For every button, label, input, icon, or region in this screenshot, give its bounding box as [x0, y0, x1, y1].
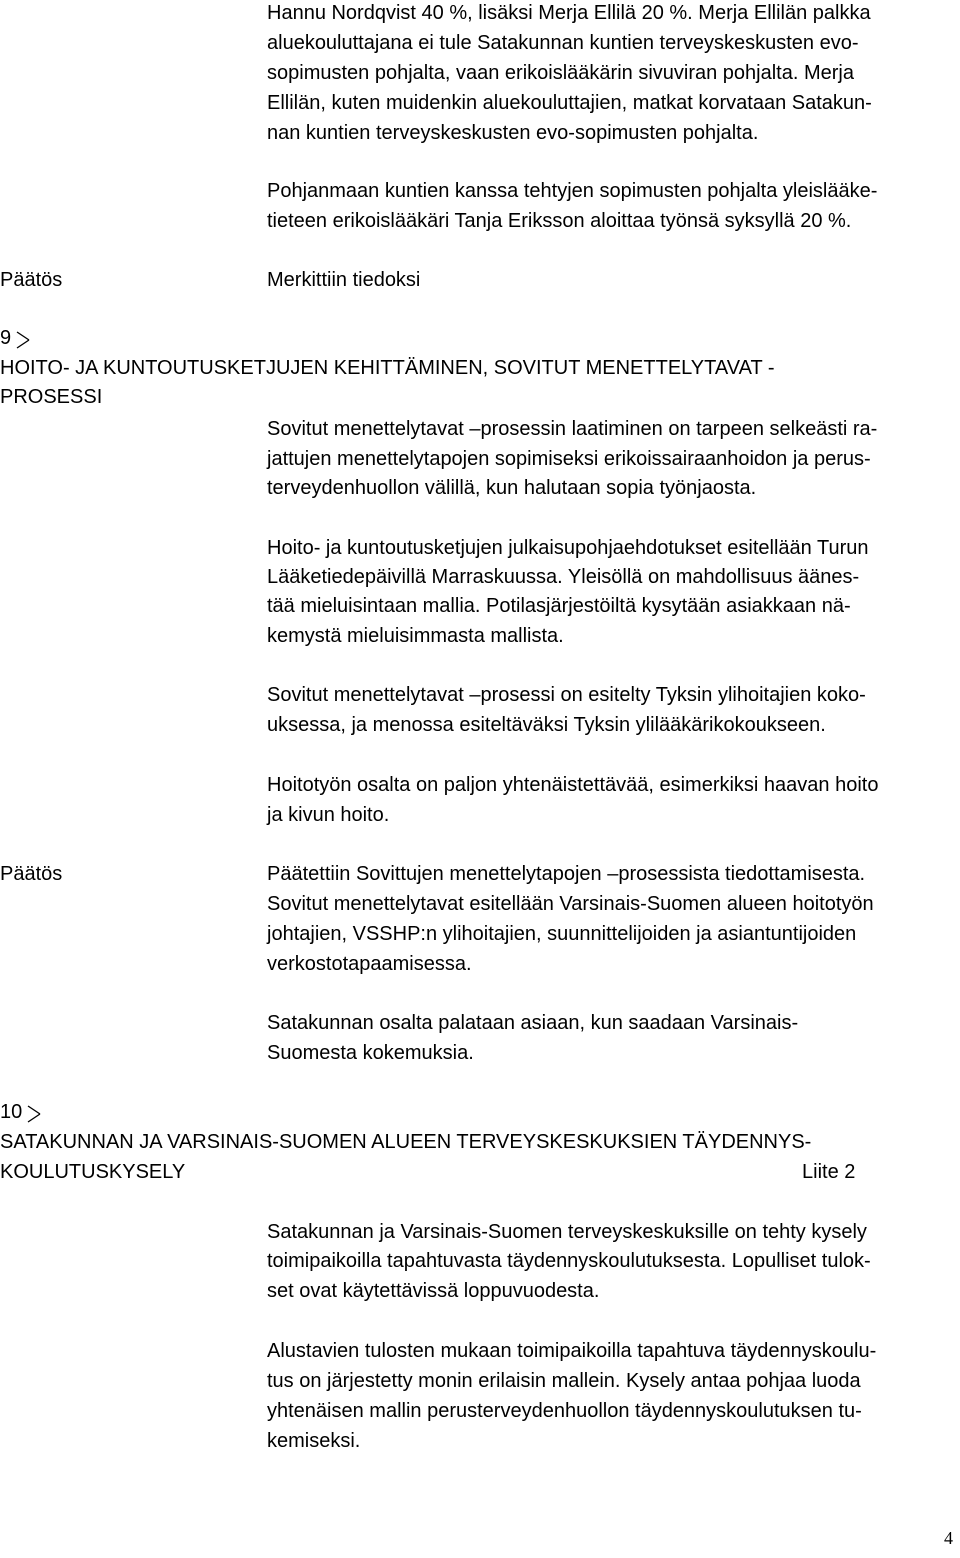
decision-label: Päätös	[0, 269, 63, 291]
s9-decision-label: Päätös	[0, 863, 63, 885]
s9-p1-line-1: Sovitut menettelytavat –prosessin laatiminen on tarpeen selkeästi ra-	[267, 418, 878, 440]
s9-p2-line-3: tää mieluisintaan mallia. Potilasjärjestöiltä kysytään asiakkaan nä-	[267, 595, 851, 617]
intro-p2-line-2: tieteen erikoislääkäri Tanja Eriksson aloittaa työnsä syksyllä 20 %.	[267, 210, 852, 232]
s9-p4-line-2: ja kivun hoito.	[267, 804, 390, 826]
section-10-number	[0, 1097, 42, 1127]
page-number: 4	[944, 1528, 953, 1548]
s9-decision-line-1: Päätettiin Sovittujen menettelytapojen –prosessista tiedottamisesta.	[267, 863, 866, 885]
s9-p1-line-2: jattujen menettelytapojen sopimiseksi erikoissairaanhoidon ja perus-	[267, 448, 871, 470]
s9-decision-line-2: Sovitut menettelytavat esitellään Varsinais-Suomen alueen hoitotyön	[267, 893, 874, 915]
section-9-title-line-1: HOITO- JA KUNTOUTUSKETJUJEN KEHITTÄMINEN, SOVITUT MENETTELYTAVAT -	[0, 357, 775, 379]
s10-p1-line-2: toimipaikoilla tapahtuvasta täydennyskoulutuksesta. Lopulliset tulok-	[267, 1250, 871, 1272]
s9-decision-line-3: johtajien, VSSHP:n ylihoitajien, suunnittelijoiden ja asiantuntijoiden	[267, 923, 857, 945]
section-10-title-line-2: KOULUTUSKYSELY	[0, 1161, 186, 1183]
s10-p2-line-3: yhtenäisen mallin perusterveydenhuollon täydennyskoulutuksen tu-	[267, 1400, 862, 1422]
section-number-text: 9	[0, 327, 12, 349]
s9-p3-line-1: Sovitut menettelytavat –prosessi on esitelty Tyksin ylihoitajien koko-	[267, 684, 866, 706]
s10-p2-line-4: kemiseksi.	[267, 1430, 361, 1452]
s9-p2-line-2: Lääketiedepäivillä Marraskuussa. Yleisöllä on mahdollisuus äänes-	[267, 566, 860, 588]
section-9-number	[0, 323, 31, 353]
intro-p1-line-1: Hannu Nordqvist 40 %, lisäksi Merja Ellilä 20 %. Merja Ellilän palkka	[267, 2, 871, 24]
intro-p1-line-2: aluekouluttajana ei tule Satakunnan kuntien terveyskeskusten evo-	[267, 32, 859, 54]
s9-p5-line-1: Satakunnan osalta palataan asiaan, kun saadaan Varsinais-	[267, 1012, 799, 1034]
s9-p2-line-1: Hoito- ja kuntoutusketjujen julkaisupohjaehdotukset esitellään Turun	[267, 537, 869, 559]
section-mark-icon	[15, 327, 31, 349]
intro-p1-line-3: sopimusten pohjalta, vaan erikoislääkärin sivuviran pohjalta. Merja	[267, 62, 854, 84]
s9-p5-line-2: Suomesta kokemuksia.	[267, 1042, 474, 1064]
decision-text: Merkittiin tiedoksi	[267, 269, 421, 291]
attachment-label: Liite 2	[802, 1161, 856, 1183]
s10-p1-line-3: set ovat käytettävissä loppuvuodesta.	[267, 1280, 600, 1302]
section-9-title-line-2: PROSESSI	[0, 386, 103, 408]
section-number-text: 10	[0, 1101, 23, 1123]
intro-p1-line-4: Ellilän, kuten muidenkin aluekouluttajien, matkat korvataan Satakun-	[267, 92, 872, 114]
s9-p4-line-1: Hoitotyön osalta on paljon yhtenäistettävää, esimerkiksi haavan hoito	[267, 774, 879, 796]
s9-p2-line-4: kemystä mieluisimmasta mallista.	[267, 625, 564, 647]
intro-p2-line-1: Pohjanmaan kuntien kanssa tehtyjen sopimusten pohjalta yleislääke-	[267, 180, 878, 202]
intro-p1-line-5: nan kuntien terveyskeskusten evo-sopimusten pohjalta.	[267, 122, 759, 144]
section-10-title-line-1: SATAKUNNAN JA VARSINAIS-SUOMEN ALUEEN TERVEYSKESKUKSIEN TÄYDENNYS-	[0, 1131, 812, 1153]
s9-p3-line-2: uksessa, ja menossa esiteltäväksi Tyksin ylilääkärikokoukseen.	[267, 714, 826, 736]
s10-p1-line-1: Satakunnan ja Varsinais-Suomen terveyskeskuksille on tehty kysely	[267, 1221, 867, 1243]
s9-decision-line-4: verkostotapaamisessa.	[267, 953, 472, 975]
s9-p1-line-3: terveydenhuollon välillä, kun halutaan sopia työnjaosta.	[267, 477, 757, 499]
section-mark-icon	[26, 1101, 42, 1123]
s10-p2-line-1: Alustavien tulosten mukaan toimipaikoilla tapahtuva täydennyskoulu-	[267, 1340, 877, 1362]
s10-p2-line-2: tus on järjestetty monin erilaisin mallein. Kysely antaa pohjaa luoda	[267, 1370, 861, 1392]
